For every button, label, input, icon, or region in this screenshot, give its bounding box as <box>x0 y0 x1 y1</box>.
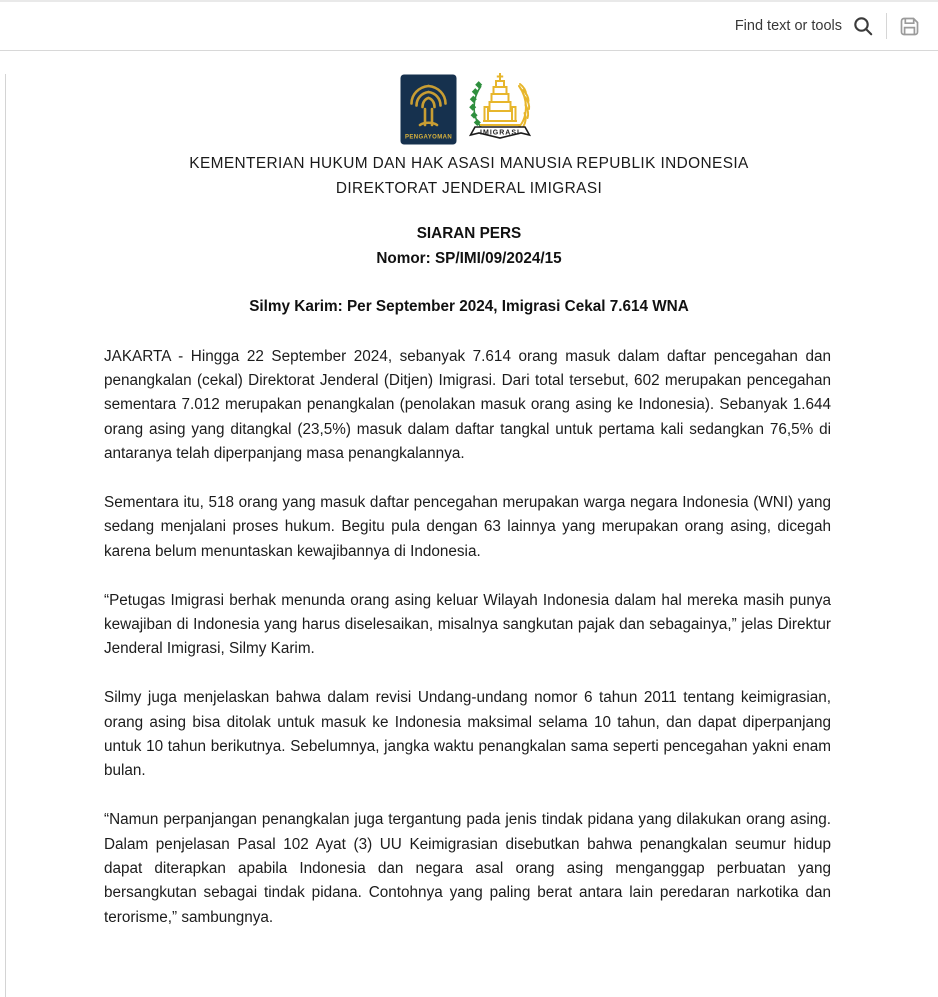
press-release-number: Nomor: SP/IMI/09/2024/15 <box>376 249 562 267</box>
save-icon[interactable] <box>899 16 920 37</box>
find-text-button[interactable]: Find text or tools <box>734 18 842 34</box>
letterhead <box>0 151 938 201</box>
press-paragraph-4: Silmy juga menjelaskan bahwa dalam revisi Undang-undang nomor 6 tahun 2011 tentang keimigrasian, orang asing bisa ditolak untuk masuk ke Indonesia maksimal selama 10 tahun, dan dapat diperpanjang untuk 10 tahun berikutnya. Sebelumnya, jangka waktu penangkalan sama seperti pencegahan yakni enam bulan. <box>104 689 831 780</box>
press-release-label: SIARAN PERS <box>416 225 522 242</box>
press-paragraph-3: “Petugas Imigrasi berhak menunda orang asing keluar Wilayah Indonesia dalam hal mereka masih punya kewajiban di Indonesia yang harus diselesaikan, misalnya sangkutan pajak dan sebagainya,” jelas Direktur Jenderal Imigrasi, Silmy Karim. <box>104 591 831 658</box>
toolbar-divider <box>886 13 887 39</box>
press-release-heading <box>0 222 938 271</box>
press-release-title: Silmy Karim: Per September 2024, Imigrasi Cekal 7.614 WNA <box>249 298 689 316</box>
kemenkumham-logo <box>400 74 457 150</box>
kemenkumham-logo-text: PENGAYOMAN <box>404 134 453 141</box>
imigrasi-logo <box>462 69 538 150</box>
logo-row <box>0 74 938 150</box>
search-icon[interactable] <box>852 15 874 37</box>
pdf-toolbar <box>0 0 938 51</box>
imigrasi-logo-text: IMIGRASI <box>480 129 520 137</box>
directorate-name: DIREKTORAT JENDERAL IMIGRASI <box>335 180 603 197</box>
document-page <box>0 74 938 997</box>
press-paragraph-1: JAKARTA - Hingga 22 September 2024, sebanyak 7.614 orang masuk dalam daftar pencegahan dan penangkalan (cekal) Direktorat Jenderal (Ditjen) Imigrasi. Dari total tersebut, 602 merupakan pencegahan sementara 7.012 merupakan penangkalan (penolakan masuk orang asing ke Indonesia). Sebanyak 1.644 orang asing yang ditangkal (23,5%) masuk dalam daftar tangkal untuk pertama kali sedangkan 76,5% di antaranya telah diperpanjang masa penangkalannya. <box>104 347 831 463</box>
press-paragraph-2: Sementara itu, 518 orang yang masuk daftar pencegahan merupakan warga negara Indonesia (WNI) yang sedang menjalani proses hukum. Begitu pula dengan 63 lainnya yang merupakan orang asing, dicegah karena belum menuntaskan kewajibannya di Indonesia. <box>104 494 831 560</box>
ministry-name: KEMENTERIAN HUKUM DAN HAK ASASI MANUSIA REPUBLIK INDONESIA <box>189 155 749 172</box>
press-paragraph-5: “Namun perpanjangan penangkalan juga tergantung pada jenis tindak pidana yang dilakukan orang asing. Dalam penjelasan Pasal 102 Ayat (3) UU Keimigrasian disebutkan bahwa penangkalan seumur hidup dapat diterapkan apabila Indonesia dan negara asal orang asing menganggap perbuatan yang bersangkutan sebagai tindak pidana. Contohnya yang paling berat antara lain peredaran narkotika dan terorisme,” sambungnya. <box>104 811 831 926</box>
